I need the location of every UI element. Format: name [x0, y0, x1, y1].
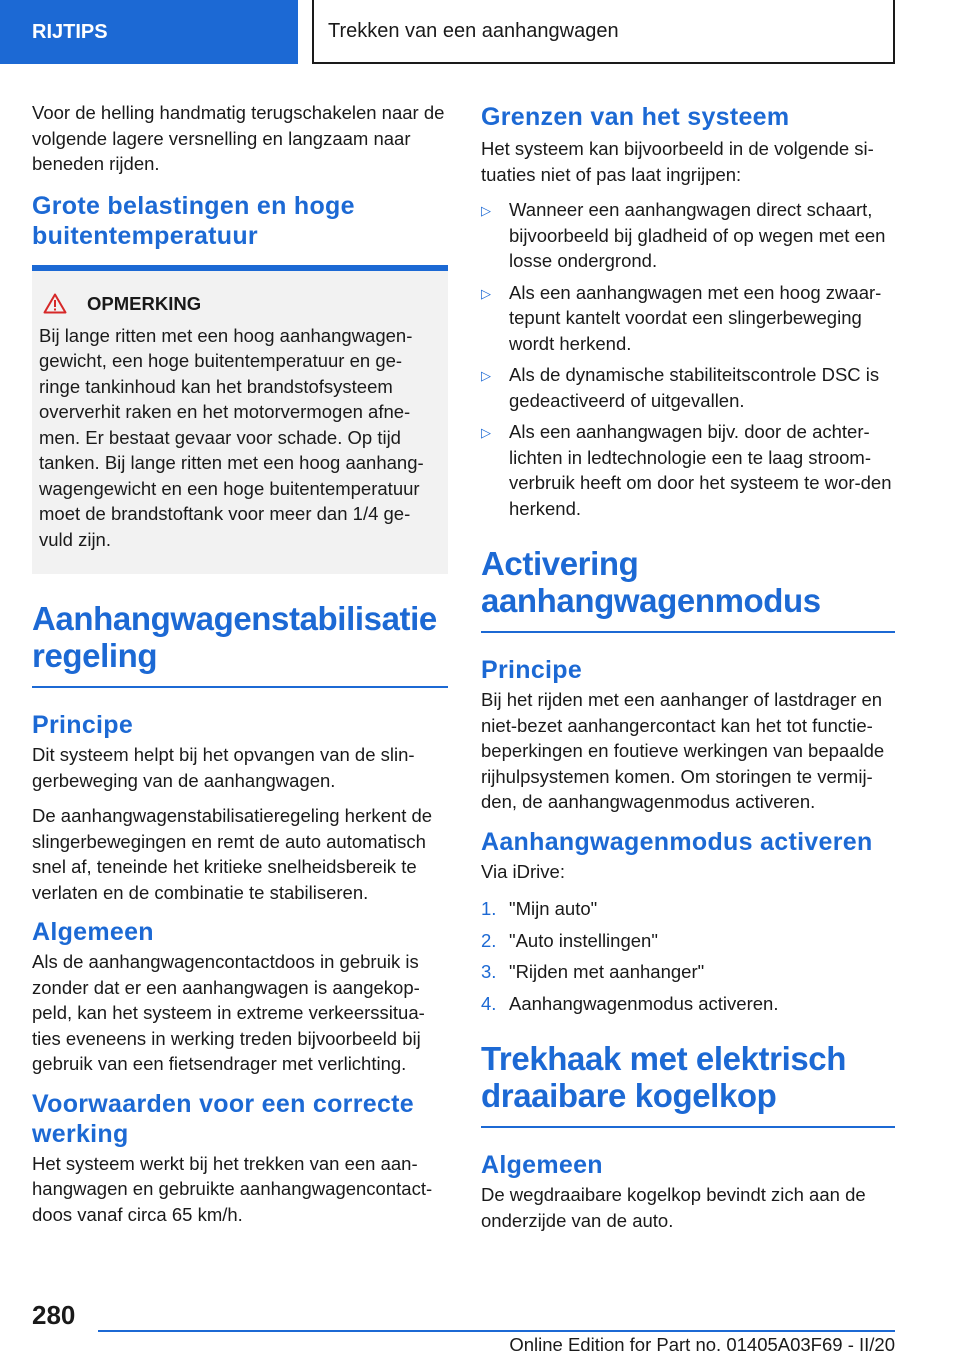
list-item: [481, 197, 895, 274]
list-item-text: Als een aanhangwagen bijv. door de achter-lichten in ledtechnologie een te laag stroom-verbruik heeft om door het systeem te wor-den herkend.: [509, 421, 892, 519]
heading-big-loads: Grote belastingen en hoge buitentemperatuur: [32, 191, 355, 250]
step-item: [481, 991, 895, 1017]
heading-towbar: Trekhaak met elektrisch draaibare kogelkop: [481, 1040, 895, 1128]
principle-paragraph-right: Bij het rijden met een aanhanger of lastdrager en niet-bezet aanhangercontact kan het tot functie-beperkingen en foutieve werkingen van bepaalde rijhulpsystemen komen. Om storingen te vermij-den, de aanhangwagenmodus activeren.: [481, 689, 885, 812]
footer-rule: [98, 1330, 895, 1332]
left-column: [32, 100, 448, 1237]
list-item: [481, 419, 895, 521]
chapter-title: Trekken van een aanhangwagen: [312, 0, 895, 64]
limits-list: [481, 197, 895, 521]
heading-stabilisation: Aanhangwagenstabilisatieregeling: [32, 600, 448, 688]
page-number: 280: [32, 1300, 76, 1330]
step-text: "Rijden met aanhanger": [509, 961, 705, 982]
step-item: [481, 959, 895, 985]
warning-icon: [43, 293, 67, 314]
heading-principle-right: Principe: [481, 656, 583, 684]
list-item-text: Als een aanhangwagen met een hoog zwaar-tepunt kantelt voordat een slingerbeweging wordt herkend.: [509, 281, 882, 354]
step-text: "Mijn auto": [509, 898, 598, 919]
list-item: [481, 362, 895, 413]
list-item: [481, 280, 895, 357]
heading-principle: Principe: [32, 711, 134, 739]
step-number: 4.: [481, 992, 497, 1014]
section-tab: RIJTIPS: [0, 0, 298, 64]
principle-paragraph-2: De aanhangwagenstabilisatieregeling herkent de slingerbewegingen en remt de auto automatisch snel af, teneinde het kritieke snelheidsbereik te verlaten en de combinatie te stabiliseren.: [32, 805, 433, 903]
step-item: [481, 928, 895, 954]
step-item: [481, 896, 895, 922]
heading-general-right: Algemeen: [481, 1151, 603, 1179]
step-number: 2.: [481, 929, 497, 951]
heading-general: Algemeen: [32, 918, 154, 946]
step-number: 1.: [481, 898, 497, 919]
heading-conditions: Voorwaarden voor een correcte werking: [32, 1089, 414, 1148]
edition-label: Online Edition for Part no. 01405A03F69 - II/20: [509, 1334, 895, 1355]
step-number: 3.: [481, 961, 497, 982]
triangle-bullet-icon: ▷: [481, 368, 491, 383]
step-text: Aanhangwagenmodus activeren.: [509, 992, 779, 1014]
note-box: [32, 271, 448, 575]
right-column: [481, 100, 895, 1243]
limits-paragraph: Het systeem kan bijvoorbeeld in de volgende si-tuaties niet of pas laat ingrijpen:: [481, 138, 874, 185]
step-text: "Auto instellingen": [509, 929, 658, 951]
list-item-text: Wanneer een aanhangwagen direct schaart, bijvoorbeeld bij gladheid of op wegen met een losse ondergrond.: [509, 199, 886, 271]
list-item-text: Als de dynamische stabiliteitscontrole DSC is gedeactiveerd of uitgevallen.: [509, 364, 880, 411]
heading-limits: Grenzen van het systeem: [481, 103, 790, 131]
note-text: Bij lange ritten met een hoog aanhangwagen-gewicht, een hoge buitentemperatuur en ge-ringe tankinhoud kan het brandstofsysteem oververhit raken en het motorvermogen afne-men. Er bestaat gevaar voor schade. Op tijd tanken. Bij lange ritten met een hoog aanhang-wagengewicht en een hoge buitentemperatuur moet de brandstoftank voor meer dan 1/4 ge-vuld zijn.: [39, 324, 424, 550]
general-paragraph: Als de aanhangwagencontactdoos in gebruik is zonder dat er een aanhangwagen is aangekop-peld, kan het systeem in extreme verkeerssitua-ties eveneens in werking treden bijvoorbeeld bij gebruik van een fietsendrager met verlichting.: [32, 951, 425, 1074]
principle-paragraph-1: Dit systeem helpt bij het opvangen van de slin-gerbeweging van de aanhangwagen.: [32, 744, 415, 791]
note-title: OPMERKING: [87, 292, 202, 314]
heading-activation: Activering aanhangwagenmodus: [481, 545, 895, 633]
heading-activate: Aanhangwagenmodus activeren: [481, 827, 873, 856]
note-header: [39, 293, 438, 315]
via-label: Via iDrive:: [481, 860, 565, 882]
conditions-paragraph: Het systeem werkt bij het trekken van een aan-hangwagen en gebruikte aanhangwagencontact-doos vanaf circa 65 km/h.: [32, 1152, 433, 1225]
triangle-bullet-icon: ▷: [481, 285, 491, 301]
steps-list: [481, 896, 895, 1016]
general-paragraph-right: De wegdraaibare kogelkop bevindt zich aan de onderzijde van de auto.: [481, 1184, 866, 1231]
intro-paragraph: Voor de helling handmatig terugschakelen naar de volgende lagere versnelling en langzaam naar beneden rijden.: [32, 102, 445, 174]
triangle-bullet-icon: ▷: [481, 203, 491, 218]
triangle-bullet-icon: ▷: [481, 425, 491, 440]
